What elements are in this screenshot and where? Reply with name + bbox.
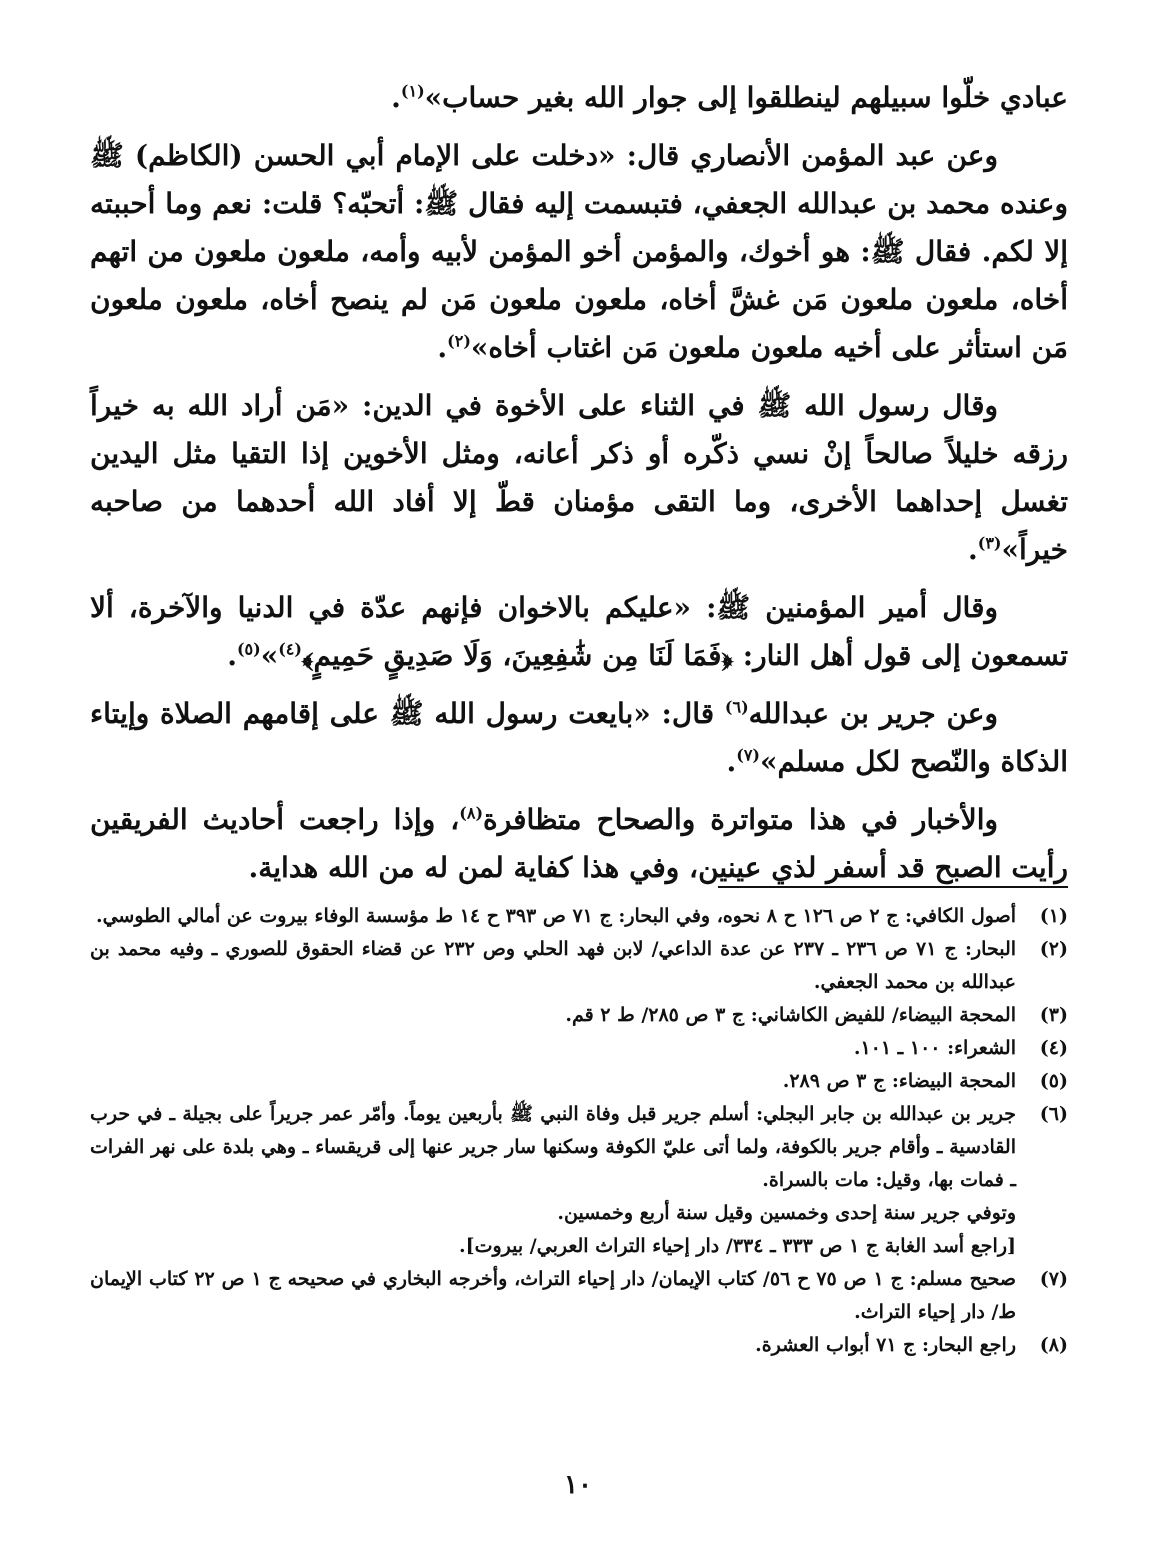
paragraph-6 (90, 796, 1068, 892)
period: . (726, 745, 737, 778)
footnote-ref-2[interactable]: (٢) (447, 331, 471, 351)
footnote-6-reference: [راجع أسد الغابة ج ١ ص ٣٣٣ ـ ٣٣٤/ دار إحياء التراث العربي/ بيروت]. (459, 1235, 1016, 1257)
footnote-1 (90, 900, 1068, 933)
page-number: ١٠ (564, 1470, 592, 1500)
footnote-separator (718, 886, 1068, 888)
footnote-text: الشعراء: ١٠٠ ـ ١٠١. (853, 1037, 1016, 1059)
footnote-ref-5[interactable]: (٥) (236, 639, 261, 659)
period: . (391, 81, 401, 114)
footnote-number: (٦) (1039, 1103, 1068, 1125)
closing-quote: » (260, 639, 279, 672)
paragraph-2-text: وعن عبد المؤمن الأنصاري قال: «دخلت على الإمام أبي الحسن (الكاظم) ﷺ وعنده محمد بن عبدالله الجعفي، فتبسمت إليه فقال ﷺ: أتحبّه؟ قلت: نعم وما أحببته إلا لكم. فقال ﷺ: هو أخوك، والمؤمن أخو المؤمن لأبيه وأمه، ملعون ملعون من اتهم أخاه، ملعون ملعون مَن غشَّ أخاه، ملعون ملعون مَن لم ينصح أخاه، ملعون ملعون مَن استأثر على أخيه ملعون ملعون مَن اغتاب أخاه» (90, 139, 1068, 364)
paragraph-1 (90, 74, 1068, 122)
footnote-5 (90, 1065, 1068, 1098)
footnote-number: (٣) (1039, 1004, 1068, 1026)
paragraph-5 (90, 690, 1068, 786)
footnote-number: (٧) (1039, 1268, 1068, 1290)
paragraph-4-text: وقال أمير المؤمنين ﷺ: «عليكم بالاخوان فإنهم عدّة في الدنيا والآخرة، ألا تسمعون إلى قول أهل النار: ﴿فَمَا لَنَا مِن شَٰفِعِينَ، وَلَا صَدِيقٍ حَمِيمٍ﴾ (90, 591, 1068, 672)
paragraph-1-text: عبادي خلّوا سبيلهم لينطلقوا إلى جوار الله بغير حساب» (424, 81, 1068, 114)
paragraph-3-text: وقال رسول الله ﷺ في الثناء على الأخوة في الدين: «مَن أراد الله به خيراً رزقه خليلاً صالحاً إنْ نسي ذكّره أو ذكر أعانه، ومثل الأخوين إذا التقيا مثل اليدين تغسل إحداهما الأخرى، وما التقى مؤمنان قطّ إلا أفاد الله أحدهما من صاحبه خيراً» (90, 389, 1068, 566)
footnote-ref-7[interactable]: (٧) (736, 745, 760, 765)
footnote-ref-1[interactable]: (١) (400, 81, 425, 101)
footnote-text: راجع البحار: ج ٧١ أبواب العشرة. (755, 1334, 1016, 1356)
period: . (437, 331, 448, 364)
footnote-7 (90, 1263, 1068, 1329)
footnote-number: (٨) (1039, 1334, 1068, 1356)
footnote-text: المحجة البيضاء/ للفيض الكاشاني: ج ٣ ص ٢٨٥/ ط ٢ قم. (565, 1004, 1016, 1026)
footnote-6-continuation: وتوفي جرير سنة إحدى وخمسين وقيل سنة أربع وخمسين. (557, 1202, 1016, 1224)
paragraph-6-text-b: ، وإذا راجعت أحاديث الفريقين رأيت الصبح قد أسفر لذي عينين، وفي هذا كفاية لمن له من الله هداية. (90, 803, 1068, 884)
footnote-ref-4[interactable]: (٤) (278, 639, 302, 659)
paragraph-6-text-a: والأخبار في هذا متواترة والصحاح متظافرة (483, 803, 998, 836)
paragraph-5-text-a: وعن جرير بن عبدالله (748, 697, 998, 730)
paragraph-4 (90, 584, 1068, 680)
footnote-text: المحجة البيضاء: ج ٣ ص ٢٨٩. (782, 1070, 1016, 1092)
footnote-text: جرير بن عبدالله بن جابر البجلي: أسلم جرير قبل وفاة النبي ﷺ بأربعين يوماً. وأمّر عمر جريراً على بجيلة ـ في حرب القادسية ـ وأقام جرير بالكوفة، ولما أتى عليّ الكوفة وسكنها سار جرير عنها إلى قريقساء ـ وهي بلدة على نهر الفرات ـ فمات بها، وقيل: مات بالسراة. (90, 1103, 1016, 1191)
footnote-number: (٢) (1039, 938, 1068, 960)
footnote-6 (90, 1098, 1068, 1197)
period: . (968, 533, 978, 566)
footnote-2 (90, 933, 1068, 999)
paragraph-2 (90, 132, 1068, 372)
footnote-ref-8[interactable]: (٨) (459, 803, 484, 823)
main-text (90, 74, 1068, 902)
footnote-number: (٥) (1039, 1070, 1068, 1092)
footnotes (90, 900, 1068, 1362)
footnote-text: صحيح مسلم: ج ١ ص ٧٥ ح ٥٦/ كتاب الإيمان/ دار إحياء التراث، وأخرجه البخاري في صحيحه ج ١ ص ٢٢ كتاب الإيمان ط/ دار إحياء التراث. (90, 1268, 1016, 1323)
footnote-ref-3[interactable]: (٣) (977, 533, 1002, 553)
period: . (227, 639, 237, 672)
footnote-3 (90, 999, 1068, 1032)
footnote-8 (90, 1329, 1068, 1362)
footnote-number: (١) (1039, 905, 1068, 927)
footnote-4 (90, 1032, 1068, 1065)
footnote-number: (٤) (1039, 1037, 1068, 1059)
footnote-text: البحار: ج ٧١ ص ٢٣٦ ـ ٢٣٧ عن عدة الداعي/ لابن فهد الحلي وص ٢٣٢ عن قضاء الحقوق للصوري ـ وفيه محمد بن عبدالله بن محمد الجعفي. (90, 938, 1017, 993)
footnote-ref-6[interactable]: (٦) (724, 697, 749, 717)
paragraph-5-text-b: قال: «بايعت رسول الله ﷺ على إقامهم الصلاة وإيتاء الذكاة والنّصح لكل مسلم» (90, 697, 1068, 778)
footnote-text: أصول الكافي: ج ٢ ص ١٢٦ ح ٨ نحوه، وفي البحار: ج ٧١ ص ٣٩٣ ح ١٤ ط مؤسسة الوفاء بيروت عن أمالي الطوسي. (95, 905, 1016, 927)
paragraph-3 (90, 382, 1068, 574)
